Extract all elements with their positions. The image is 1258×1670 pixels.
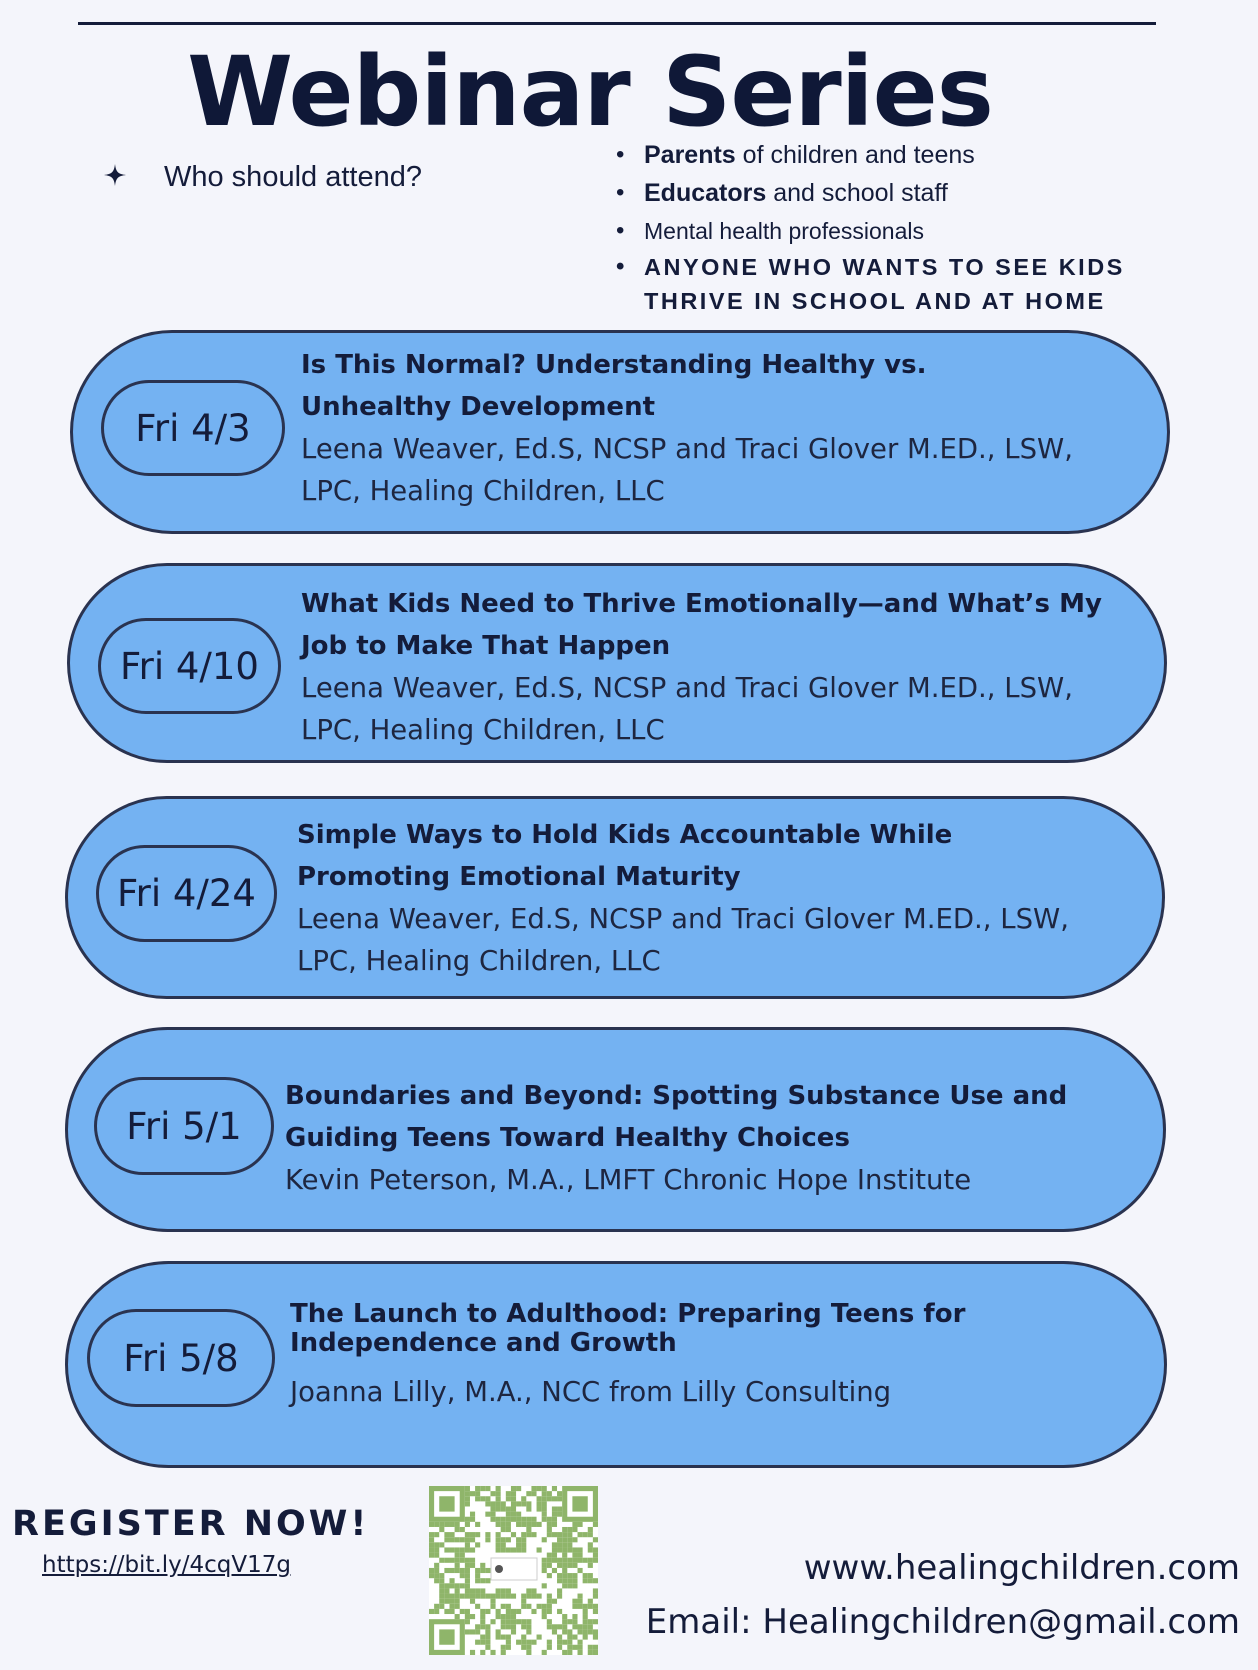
email-contact[interactable]: Email: Healingchildren@gmail.com xyxy=(645,1602,1240,1642)
session-text xyxy=(301,344,1141,512)
audience-item: • Educators and school staff xyxy=(614,174,1154,212)
session-title: Is This Normal? Understanding Healthy vs. Unhealthy Development xyxy=(301,350,927,422)
session-speaker: Leena Weaver, Ed.S, NCSP and Traci Glover M.ED., LSW, LPC, Healing Children, LLC xyxy=(297,903,1069,977)
who-label: Who should attend? xyxy=(164,161,422,193)
audience-item: • Mental health professionals xyxy=(614,212,1154,250)
session-text xyxy=(285,1075,1125,1201)
session-date: Fri 5/8 xyxy=(87,1309,275,1407)
page-title: Webinar Series xyxy=(187,36,993,148)
audience-item: • ANYONE WHO WANTS TO SEE KIDS THRIVE IN SCHOOL AND AT HOME xyxy=(614,250,1154,318)
session-title: Simple Ways to Hold Kids Accountable While Promoting Emotional Maturity xyxy=(297,820,953,892)
audience-list xyxy=(614,136,1154,318)
audience-item: • Parents of children and teens xyxy=(614,136,1154,174)
session-text xyxy=(301,583,1141,751)
top-rule xyxy=(78,22,1156,25)
register-heading: REGISTER NOW! xyxy=(12,1504,370,1544)
session-date: Fri 5/1 xyxy=(94,1077,274,1175)
session-date: Fri 4/3 xyxy=(101,380,285,476)
session-title: The Launch to Adulthood: Preparing Teens for Independence and Growth xyxy=(290,1299,966,1358)
session-date: Fri 4/24 xyxy=(96,845,277,942)
session-title: What Kids Need to Thrive Emotionally—and What’s My Job to Make That Happen xyxy=(301,589,1102,661)
four-point-star-icon xyxy=(104,160,164,194)
session-text xyxy=(290,1300,1140,1413)
session-title: Boundaries and Beyond: Spotting Substance Use and Guiding Teens Toward Healthy Choices xyxy=(285,1081,1068,1153)
qr-code-icon[interactable] xyxy=(429,1486,598,1655)
session-speaker: Leena Weaver, Ed.S, NCSP and Traci Glover M.ED., LSW, LPC, Healing Children, LLC xyxy=(301,433,1073,507)
session-speaker: Leena Weaver, Ed.S, NCSP and Traci Glover M.ED., LSW, LPC, Healing Children, LLC xyxy=(301,672,1073,746)
session-text xyxy=(297,814,1137,982)
who-should-attend xyxy=(104,160,422,194)
website-link[interactable]: www.healingchildren.com xyxy=(803,1548,1240,1588)
session-speaker: Kevin Peterson, M.A., LMFT Chronic Hope Institute xyxy=(285,1164,972,1196)
session-date: Fri 4/10 xyxy=(98,618,281,714)
session-speaker: Joanna Lilly, M.A., NCC from Lilly Consulting xyxy=(290,1376,892,1408)
register-link[interactable]: https://bit.ly/4cqV17g xyxy=(42,1552,291,1578)
